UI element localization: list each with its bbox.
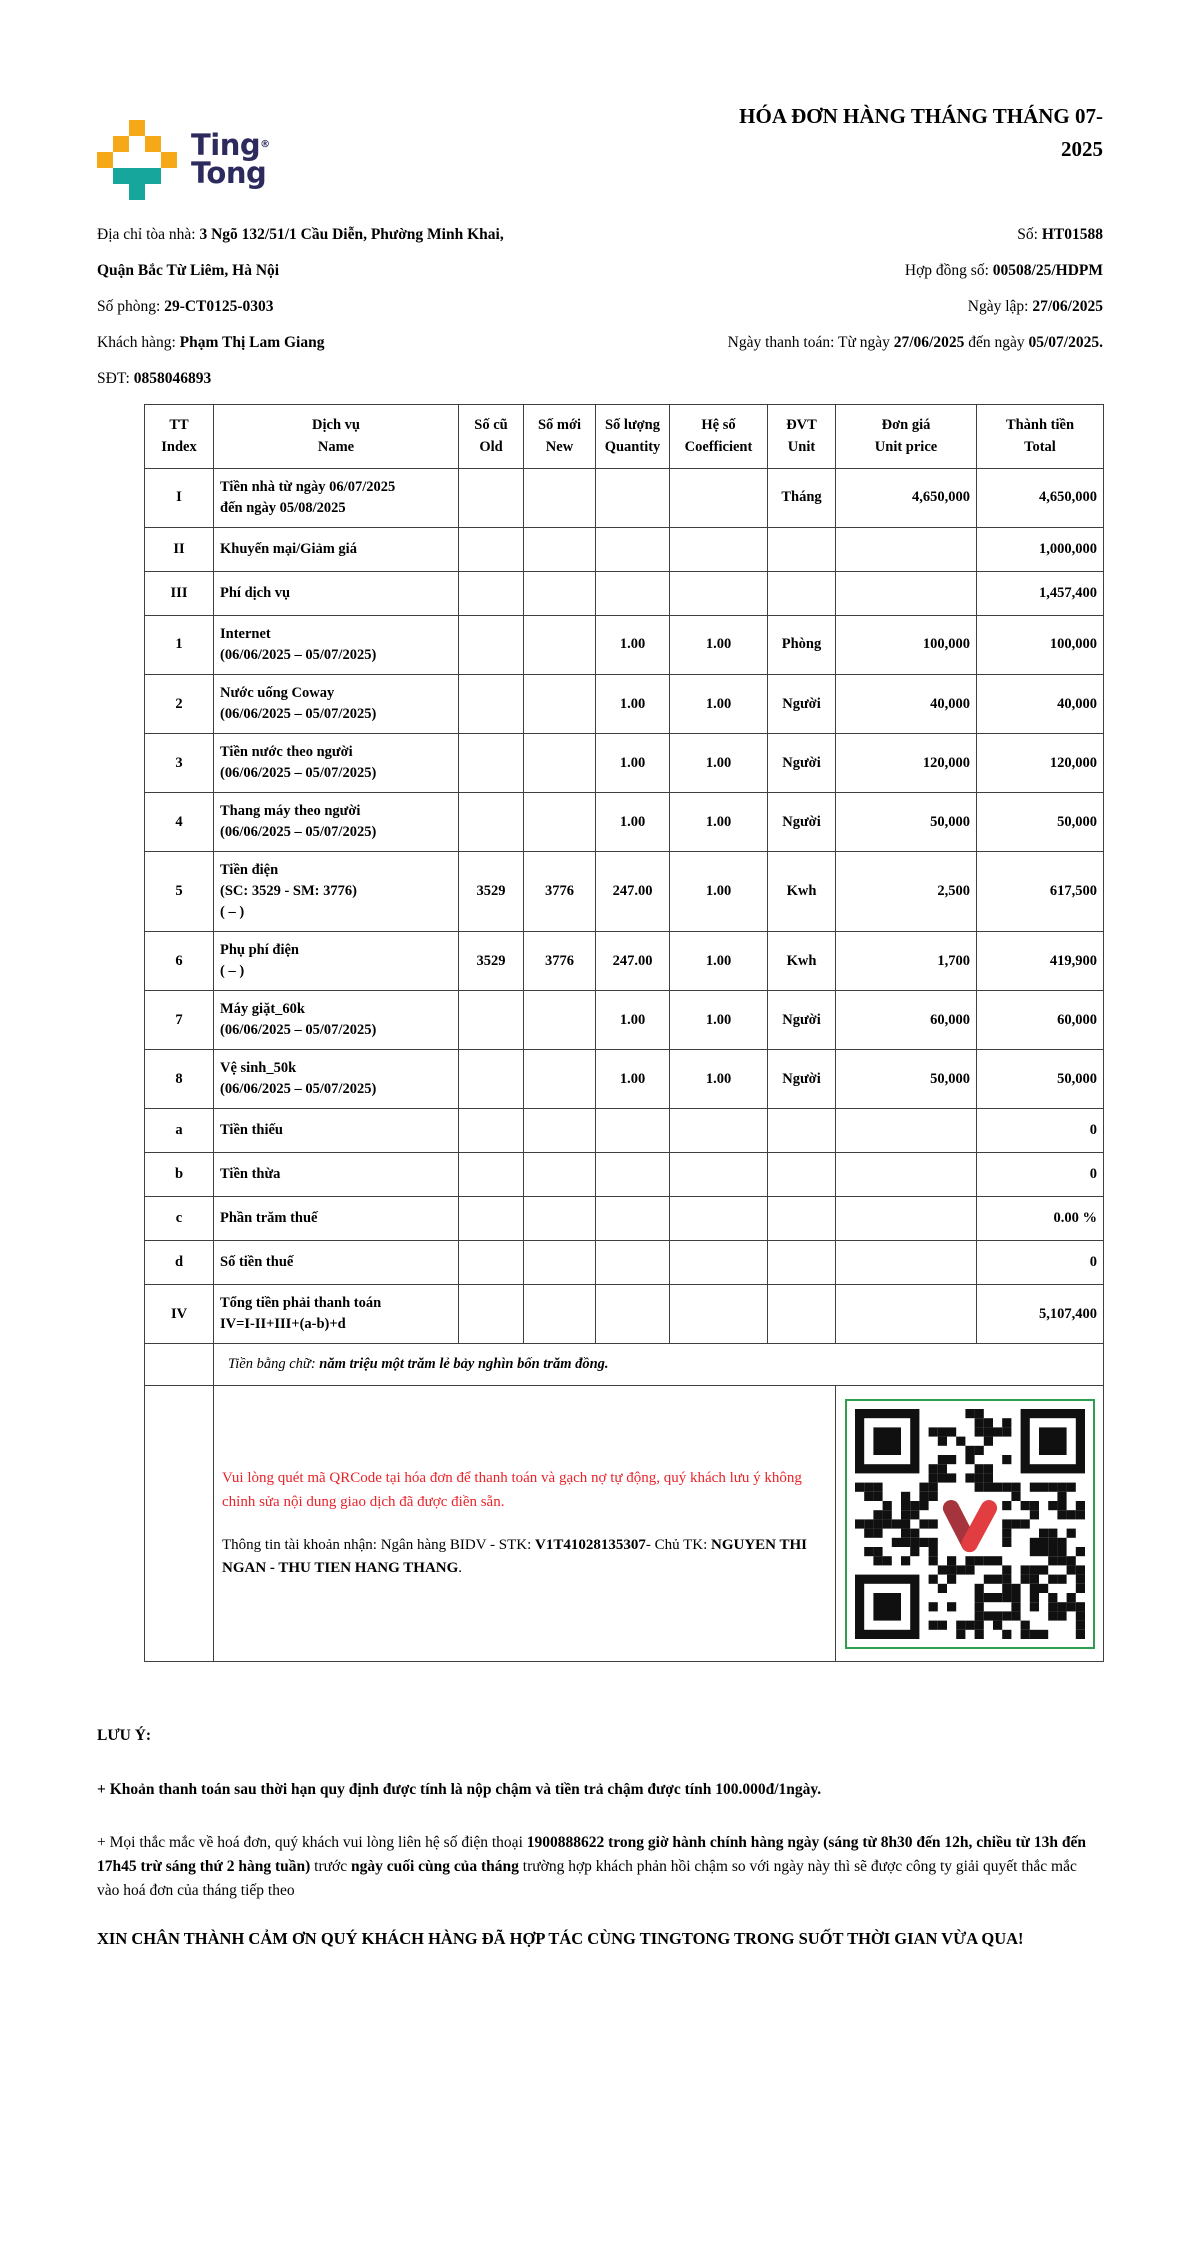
cell-unit: Người	[768, 734, 836, 793]
cell-unit	[768, 1241, 836, 1285]
cell-name: Tổng tiền phải thanh toán IV=I-II+III+(a-b)+d	[214, 1285, 459, 1344]
info-row	[97, 260, 1103, 281]
cell-new	[524, 734, 596, 793]
cell-total: 4,650,000	[977, 468, 1104, 527]
cell-name: Nước uống Coway (06/06/2025 – 05/07/2025)	[214, 675, 459, 734]
cell-coefficient	[670, 1241, 768, 1285]
table-row	[145, 734, 1104, 793]
cell-new	[524, 1197, 596, 1241]
cell-name: Tiền thừa	[214, 1153, 459, 1197]
cell-new	[524, 615, 596, 674]
col-header-name: Dịch vụ Name	[214, 405, 459, 469]
table-row	[145, 1050, 1104, 1109]
cell-unit-price	[836, 1153, 977, 1197]
logo-word-ting: Ting	[191, 128, 261, 163]
payment-instructions-cell	[214, 1386, 836, 1662]
cell-name: Số tiền thuế	[214, 1241, 459, 1285]
table-row	[145, 793, 1104, 852]
payment-date-range: Ngày thanh toán: Từ ngày 27/06/2025 đến ngày 05/07/2025.	[727, 334, 1103, 351]
cell-coefficient: 1.00	[670, 793, 768, 852]
cell-new: 3776	[524, 852, 596, 932]
cell-new	[524, 1285, 596, 1344]
logo-pixel	[97, 152, 113, 168]
cell-unit: Kwh	[768, 932, 836, 991]
cell-index: 5	[145, 852, 214, 932]
cell-coefficient: 1.00	[670, 675, 768, 734]
table-row	[145, 852, 1104, 932]
cell-name: Máy giặt_60k (06/06/2025 – 05/07/2025)	[214, 991, 459, 1050]
cell-unit-price	[836, 1241, 977, 1285]
cell-total: 617,500	[977, 852, 1104, 932]
cell-old	[459, 1153, 524, 1197]
cell-coefficient: 1.00	[670, 852, 768, 932]
cell-unit	[768, 1197, 836, 1241]
logo-word-tong: Tong	[191, 156, 267, 190]
cell-unit: Người	[768, 1050, 836, 1109]
cell-unit-price	[836, 1285, 977, 1344]
building-address-line2: Quận Bắc Từ Liêm, Hà Nội	[97, 262, 280, 279]
cell-old	[459, 991, 524, 1050]
qr-warning-text: Vui lòng quét mã QRCode tại hóa đơn để thanh toán và gạch nợ tự động, quý khách lưu ý không chỉnh sửa nội dung giao dịch đã được điền sẵn.	[222, 1470, 802, 1510]
cell-unit-price: 40,000	[836, 675, 977, 734]
qr-code	[855, 1409, 1085, 1639]
cell-unit	[768, 571, 836, 615]
cell-coefficient: 1.00	[670, 615, 768, 674]
cell-unit	[768, 527, 836, 571]
info-row	[97, 224, 1103, 245]
cell-coefficient	[670, 1153, 768, 1197]
cell-quantity	[596, 1285, 670, 1344]
cell-new	[524, 1241, 596, 1285]
cell-total: 50,000	[977, 1050, 1104, 1109]
cell-name: Tiền nước theo người (06/06/2025 – 05/07/2025)	[214, 734, 459, 793]
col-header-unit: ĐVT Unit	[768, 405, 836, 469]
cell-quantity: 1.00	[596, 675, 670, 734]
cell-index: b	[145, 1153, 214, 1197]
cell-index: 8	[145, 1050, 214, 1109]
cell-coefficient: 1.00	[670, 734, 768, 793]
cell-coefficient: 1.00	[670, 932, 768, 991]
col-header-new: Số mới New	[524, 405, 596, 469]
amount-in-words: Tiền bằng chữ: năm triệu một trăm lẻ bảy nghìn bốn trăm đồng.	[214, 1344, 1104, 1386]
table-row	[145, 1109, 1104, 1153]
cell-index: 3	[145, 734, 214, 793]
cell-coefficient	[670, 468, 768, 527]
cell-new	[524, 675, 596, 734]
table-header-row	[145, 405, 1104, 469]
cell-quantity	[596, 527, 670, 571]
cell-new	[524, 1050, 596, 1109]
cell-old	[459, 1050, 524, 1109]
cell-quantity: 1.00	[596, 991, 670, 1050]
cell-old	[459, 527, 524, 571]
cell-coefficient: 1.00	[670, 1050, 768, 1109]
cell-quantity: 1.00	[596, 1050, 670, 1109]
cell-name: Tiền thiếu	[214, 1109, 459, 1153]
cell-total: 0.00 %	[977, 1197, 1104, 1241]
table-row	[145, 1197, 1104, 1241]
logo-pixel	[113, 168, 129, 184]
tingtong-logo	[97, 120, 270, 200]
qr-payment-row	[145, 1386, 1104, 1662]
cell-name: Vệ sinh_50k (06/06/2025 – 05/07/2025)	[214, 1050, 459, 1109]
cell-name: Khuyến mại/Giảm giá	[214, 527, 459, 571]
cell-unit-price	[836, 527, 977, 571]
table-row	[145, 1241, 1104, 1285]
cell-index: 4	[145, 793, 214, 852]
customer-name: Khách hàng: Phạm Thị Lam Giang	[97, 334, 325, 351]
cell-index: II	[145, 527, 214, 571]
cell-old	[459, 675, 524, 734]
cell-name: Internet (06/06/2025 – 05/07/2025)	[214, 615, 459, 674]
col-header-total: Thành tiền Total	[977, 405, 1104, 469]
cell-old	[459, 1197, 524, 1241]
cell-index: c	[145, 1197, 214, 1241]
cell-unit: Phòng	[768, 615, 836, 674]
hotline-note: + Mọi thắc mắc về hoá đơn, quý khách vui lòng liên hệ số điện thoại 1900888622 trong giờ hành chính hàng ngày (sáng từ 8h30 đến 12h, chiều từ 13h đến 17h45 trừ sáng thứ 2 hàng tuần) trước ngày cuối cùng của tháng trường hợp khách phản hồi chậm so với ngày này thì sẽ được công ty giải quyết thắc mắc vào hoá đơn của tháng tiếp theo	[97, 1833, 1086, 1899]
info-row	[97, 368, 1103, 389]
col-header-unit-price: Đơn giá Unit price	[836, 405, 977, 469]
cell-unit: Người	[768, 793, 836, 852]
cell-new	[524, 527, 596, 571]
cell-unit-price: 50,000	[836, 793, 977, 852]
building-address: Địa chỉ tòa nhà: 3 Ngõ 132/51/1 Cầu Diễn, Phường Minh Khai,	[97, 226, 504, 243]
cell-unit-price	[836, 1109, 977, 1153]
cell-new	[524, 991, 596, 1050]
cell-total: 1,457,400	[977, 571, 1104, 615]
qr-cell	[836, 1386, 1104, 1662]
thank-you-message: XIN CHÂN THÀNH CẢM ƠN QUÝ KHÁCH HÀNG ĐÃ HỢP TÁC CÙNG TINGTONG TRONG SUỐT THỜI GIAN VỪA QUA!	[97, 1928, 1024, 1948]
invoice-title-line1: HÓA ĐƠN HÀNG THÁNG THÁNG 07-	[739, 104, 1103, 128]
cell-unit-price	[836, 571, 977, 615]
cell-name: Phụ phí điện ( – )	[214, 932, 459, 991]
table-row	[145, 571, 1104, 615]
cell-quantity	[596, 468, 670, 527]
issue-date: Ngày lập: 27/06/2025	[967, 298, 1103, 315]
cell-total: 0	[977, 1153, 1104, 1197]
room-number: Số phòng: 29-CT0125-0303	[97, 298, 274, 315]
info-row	[97, 332, 1103, 353]
cell-total: 0	[977, 1241, 1104, 1285]
table-row	[145, 932, 1104, 991]
cell-name: Phần trăm thuế	[214, 1197, 459, 1241]
cell-quantity: 247.00	[596, 932, 670, 991]
cell-name: Thang máy theo người (06/06/2025 – 05/07/2025)	[214, 793, 459, 852]
logo-pixel	[145, 136, 161, 152]
info-row	[97, 296, 1103, 317]
cell-quantity: 1.00	[596, 615, 670, 674]
cell-total: 120,000	[977, 734, 1104, 793]
cell-unit-price: 120,000	[836, 734, 977, 793]
cell-old	[459, 1285, 524, 1344]
cell-unit-price: 4,650,000	[836, 468, 977, 527]
cell-name: Tiền nhà từ ngày 06/07/2025 đến ngày 05/08/2025	[214, 468, 459, 527]
cell-coefficient	[670, 1197, 768, 1241]
cell-new: 3776	[524, 932, 596, 991]
cell-quantity: 1.00	[596, 793, 670, 852]
cell-unit: Tháng	[768, 468, 836, 527]
cell-index: 1	[145, 615, 214, 674]
cell-index: d	[145, 1241, 214, 1285]
cell-index: 2	[145, 675, 214, 734]
cell-unit: Người	[768, 991, 836, 1050]
logo-pixel	[145, 168, 161, 184]
cell-quantity: 247.00	[596, 852, 670, 932]
cell-unit-price: 1,700	[836, 932, 977, 991]
cell-old	[459, 571, 524, 615]
cell-old	[459, 468, 524, 527]
cell-old	[459, 1109, 524, 1153]
table-row	[145, 615, 1104, 674]
cell-quantity	[596, 571, 670, 615]
cell-total: 50,000	[977, 793, 1104, 852]
cell-unit	[768, 1285, 836, 1344]
bank-account-info: Thông tin tài khoản nhận: Ngân hàng BIDV - STK: V1T41028135307- Chủ TK: NGUYEN THI NGAN - THU TIEN HANG THANG.	[222, 1536, 808, 1577]
cell-coefficient	[670, 571, 768, 615]
registered-mark: ®	[260, 139, 270, 151]
notice-title: LƯU Ý:	[97, 1727, 152, 1745]
cell-unit-price: 50,000	[836, 1050, 977, 1109]
cell-unit	[768, 1109, 836, 1153]
cell-coefficient	[670, 1285, 768, 1344]
cell-unit: Kwh	[768, 852, 836, 932]
cell-empty	[145, 1386, 214, 1662]
cell-total: 100,000	[977, 615, 1104, 674]
cell-new	[524, 1153, 596, 1197]
cell-index: I	[145, 468, 214, 527]
invoice-title-line2: 2025	[1061, 136, 1103, 161]
cell-quantity	[596, 1153, 670, 1197]
invoice-table	[144, 404, 1104, 1662]
cell-total: 40,000	[977, 675, 1104, 734]
customer-phone: SĐT: 0858046893	[97, 370, 212, 387]
cell-unit	[768, 1153, 836, 1197]
cell-total: 5,107,400	[977, 1285, 1104, 1344]
amount-in-words-row	[145, 1344, 1104, 1386]
logo-pixel	[113, 136, 129, 152]
cell-old	[459, 793, 524, 852]
cell-old	[459, 615, 524, 674]
contract-number: Hợp đồng số: 00508/25/HDPM	[904, 262, 1103, 279]
cell-old	[459, 1241, 524, 1285]
invoice-header	[0, 0, 1200, 200]
logo-pixel	[161, 152, 177, 168]
table-row	[145, 675, 1104, 734]
cell-total: 419,900	[977, 932, 1104, 991]
cell-quantity	[596, 1197, 670, 1241]
logo-pixel	[129, 184, 145, 200]
cell-new	[524, 793, 596, 852]
cell-coefficient	[670, 1109, 768, 1153]
cell-quantity	[596, 1241, 670, 1285]
cell-name: Phí dịch vụ	[214, 571, 459, 615]
cell-empty	[145, 1344, 214, 1386]
cell-index: 7	[145, 991, 214, 1050]
cell-index: a	[145, 1109, 214, 1153]
cell-new	[524, 1109, 596, 1153]
table-row	[145, 468, 1104, 527]
invoice-footer	[0, 1724, 1200, 1951]
invoice-info	[0, 224, 1200, 389]
invoice-number: Số: HT01588	[1017, 226, 1103, 243]
cell-coefficient: 1.00	[670, 991, 768, 1050]
logo-pixel	[129, 168, 145, 184]
cell-index: IV	[145, 1285, 214, 1344]
col-header-index: TT Index	[145, 405, 214, 469]
qr-frame	[845, 1399, 1095, 1649]
table-row	[145, 527, 1104, 571]
table-row	[145, 991, 1104, 1050]
cell-unit-price: 60,000	[836, 991, 977, 1050]
cell-quantity	[596, 1109, 670, 1153]
logo-pixel	[129, 120, 145, 136]
invoice-title	[583, 100, 1103, 165]
table-row	[145, 1285, 1104, 1344]
table-row	[145, 1153, 1104, 1197]
cell-new	[524, 571, 596, 615]
col-header-coefficient: Hệ số Coefficient	[670, 405, 768, 469]
cell-quantity: 1.00	[596, 734, 670, 793]
col-header-old: Số cũ Old	[459, 405, 524, 469]
cell-old: 3529	[459, 932, 524, 991]
cell-total: 0	[977, 1109, 1104, 1153]
late-payment-note: + Khoản thanh toán sau thời hạn quy định được tính là nộp chậm và tiền trả chậm được tính 100.000đ/1ngày.	[97, 1780, 822, 1798]
cell-coefficient	[670, 527, 768, 571]
cell-unit-price: 2,500	[836, 852, 977, 932]
cell-total: 1,000,000	[977, 527, 1104, 571]
cell-index: 6	[145, 932, 214, 991]
cell-unit-price	[836, 1197, 977, 1241]
cell-total: 60,000	[977, 991, 1104, 1050]
cell-old	[459, 734, 524, 793]
cell-unit: Người	[768, 675, 836, 734]
col-header-quantity: Số lượng Quantity	[596, 405, 670, 469]
cell-index: III	[145, 571, 214, 615]
cell-name: Tiền điện (SC: 3529 - SM: 3776) ( – )	[214, 852, 459, 932]
tingtong-logo-icon	[97, 120, 177, 200]
cell-old: 3529	[459, 852, 524, 932]
cell-new	[524, 468, 596, 527]
tingtong-logo-text	[191, 128, 270, 190]
cell-unit-price: 100,000	[836, 615, 977, 674]
